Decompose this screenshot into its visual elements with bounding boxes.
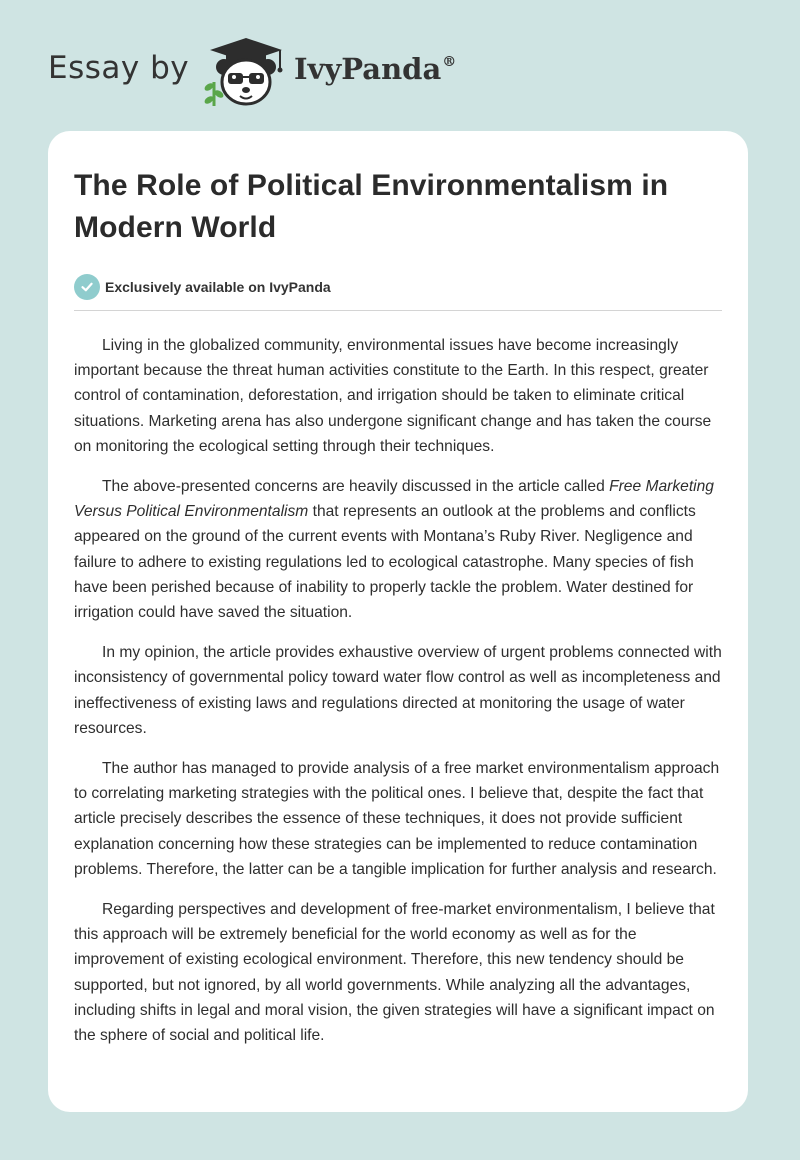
paragraph: The author has managed to provide analysis of a free market environmentalism approach to correlating marketing strategies with the political ones. I believe that, despite the fact that article precisely describes the essence of these techniques, it does not provide sufficient explanation concerning how these strategies can be implemented to reduce contamination problems. Therefore, the latter can be a tangible implication for further analysis and research.	[74, 760, 720, 878]
badge-text: Exclusively available on IvyPanda	[105, 279, 331, 295]
page-title: The Role of Political Environmentalism in Modern World	[74, 169, 669, 244]
brand-prefix: Essay by	[48, 50, 190, 86]
paragraph-text: that represents an outlook at the problems and conflicts appeared on the ground of the current events with Montana’s Ruby River. Negligence and failure to adhere to existing regulations led to ecological catastrophe. Many species of fish have been perished because of inability to properly tackle the problem. Water destined for irrigation could have saved the situation.	[74, 503, 696, 622]
essay-body	[74, 333, 722, 1048]
registered-mark: ®	[442, 54, 457, 70]
essay-card	[48, 131, 748, 1112]
paragraph: Living in the globalized community, environmental issues have become increasingly important because the threat human activities constitute to the Earth. In this respect, greater control of contamination, deforestation, and irrigation should be taken to eliminate critical situations. Marketing arena has also undergone significant change and has taken the course on monitoring the ecological setting through their techniques.	[74, 337, 712, 455]
paragraph: Regarding perspectives and development of free-market environmentalism, I believe that this approach will be extremely beneficial for the world economy as well as for the improvement of existing ecological environment. Therefore, this new tendency should be supported, but not ignored, by all world governments. While analyzing all the advantages, including shifts in legal and moral vision, the given strategies will have a significant impact on the sphere of social and political life.	[74, 901, 715, 1045]
brand-name[interactable]	[294, 52, 456, 86]
article-title-citation: Free Marketing Versus Political Environmentalism	[74, 478, 714, 521]
site-header	[0, 0, 800, 120]
paragraph: In my opinion, the article provides exhaustive overview of urgent problems connected with inconsistency of governmental policy toward water flow control as well as incompleteness and ineffectiveness of existing laws and regulations directed at monitoring the usage of water resources.	[74, 644, 722, 737]
check-circle-icon	[74, 274, 100, 300]
paragraph-text: The above-presented concerns are heavily discussed in the article called	[102, 478, 610, 496]
brand-name-text: IvyPanda	[294, 52, 442, 86]
exclusive-badge	[74, 273, 722, 301]
paragraph	[74, 474, 722, 625]
divider	[74, 310, 722, 311]
panda-graduation-cap-icon[interactable]	[200, 34, 300, 110]
